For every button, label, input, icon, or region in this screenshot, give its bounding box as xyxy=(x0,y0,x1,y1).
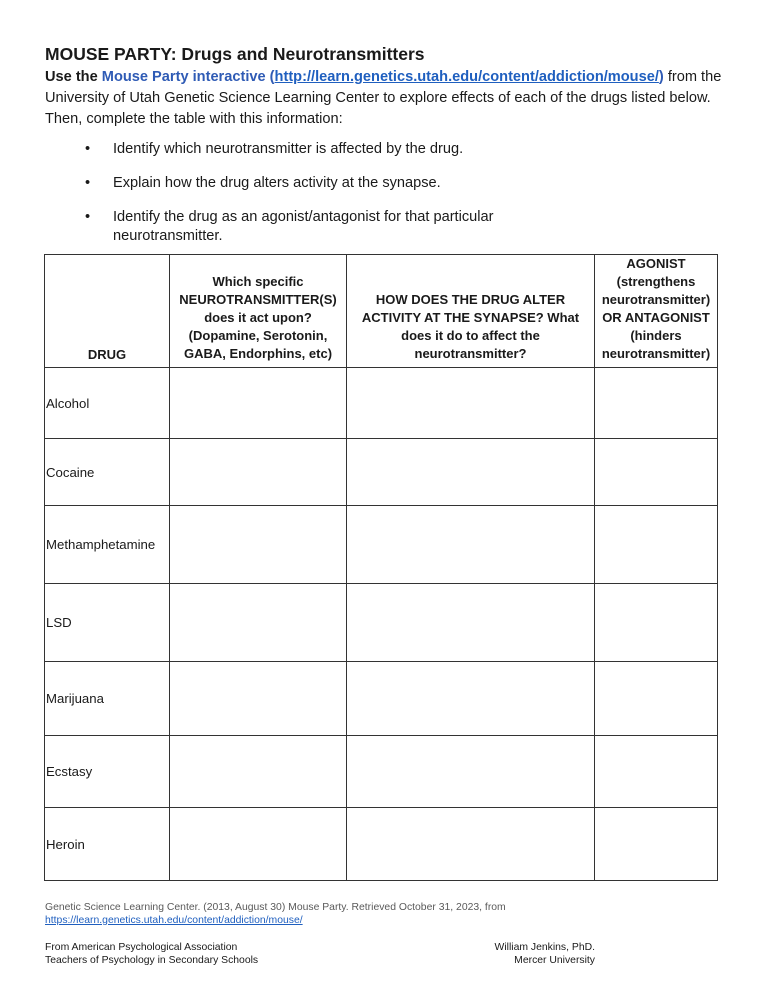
table-row xyxy=(45,506,718,584)
synapse-effect-cell[interactable] xyxy=(347,368,595,439)
table-row xyxy=(45,736,718,808)
instruction-text: Identify which neurotransmitter is affected by the drug. xyxy=(113,141,464,157)
instruction-text: Explain how the drug alters activity at the synapse. xyxy=(113,175,441,191)
instruction-list xyxy=(85,140,505,261)
synapse-effect-cell[interactable] xyxy=(347,662,595,736)
header-drug: DRUG xyxy=(45,255,170,368)
drug-name-cocaine: Cocaine xyxy=(45,439,170,506)
footer-right xyxy=(495,942,595,968)
intro-rest: from the University of Utah Genetic Science Learning Center to explore effects of each of the drugs listed below. Then, complete the table with this information: xyxy=(45,69,722,127)
footer-author: William Jenkins, PhD. xyxy=(494,942,595,953)
header-agonist-antagonist: AGONIST (strengthens neurotransmitter) OR ANTAGONIST (hinders neurotransmitter) xyxy=(595,255,718,368)
intro-interactive-name: Mouse Party interactive xyxy=(101,69,266,85)
table-row xyxy=(45,584,718,662)
header-synapse-effect: HOW DOES THE DRUG ALTER ACTIVITY AT THE SYNAPSE? What does it do to affect the neurotransmitter? xyxy=(347,255,595,368)
table-row xyxy=(45,662,718,736)
instruction-text: Identify the drug as an agonist/antagonist for that particular neurotransmitter. xyxy=(113,209,494,244)
neurotransmitter-cell[interactable] xyxy=(170,808,347,881)
neurotransmitter-cell[interactable] xyxy=(170,506,347,584)
intro-paragraph xyxy=(45,67,725,130)
citation-text: Genetic Science Learning Center. (2013, August 30) Mouse Party. Retrieved October 31, 2023, from xyxy=(45,902,506,913)
table-row xyxy=(45,808,718,881)
instruction-item xyxy=(85,174,505,193)
footer-org-sub: Teachers of Psychology in Secondary Schools xyxy=(45,954,259,966)
neurotransmitter-cell[interactable] xyxy=(170,584,347,662)
citation xyxy=(45,902,605,927)
neurotransmitter-cell[interactable] xyxy=(170,368,347,439)
synapse-effect-cell[interactable] xyxy=(347,584,595,662)
instruction-item xyxy=(85,140,505,159)
header-neurotransmitter: Which specific NEUROTRANSMITTER(S) does it act upon? (Dopamine, Serotonin, GABA, Endorphins, etc) xyxy=(170,255,347,368)
intro-use-the: Use the xyxy=(45,69,102,85)
synapse-effect-cell[interactable] xyxy=(347,808,595,881)
synapse-effect-cell[interactable] xyxy=(347,439,595,506)
intro-open-paren: ( xyxy=(265,69,275,85)
table-row xyxy=(45,368,718,439)
footer-institution: Mercer University xyxy=(514,954,595,966)
synapse-effect-cell[interactable] xyxy=(347,506,595,584)
bullet-glyph: • xyxy=(85,209,91,225)
table-row xyxy=(45,439,718,506)
drug-name-methamphetamine: Methamphetamine xyxy=(45,506,170,584)
agonist-antagonist-cell[interactable] xyxy=(595,736,718,808)
neurotransmitter-cell[interactable] xyxy=(170,736,347,808)
bullet-glyph: • xyxy=(85,175,91,191)
synapse-effect-cell[interactable] xyxy=(347,736,595,808)
drug-name-ecstasy: Ecstasy xyxy=(45,736,170,808)
intro-close-paren: ) xyxy=(658,69,664,85)
citation-link[interactable]: https://learn.genetics.utah.edu/content/addiction/mouse/ xyxy=(45,914,303,926)
page-title: MOUSE PARTY: Drugs and Neurotransmitters xyxy=(45,44,425,64)
drug-name-heroin: Heroin xyxy=(45,808,170,881)
instruction-item xyxy=(85,208,505,246)
neurotransmitter-cell[interactable] xyxy=(170,662,347,736)
drug-name-lsd: LSD xyxy=(45,584,170,662)
mouse-party-link[interactable]: http://learn.genetics.utah.edu/content/addiction/mouse/ xyxy=(274,69,659,85)
footer-org: From American Psychological Association xyxy=(45,942,238,953)
footer-left xyxy=(45,942,258,968)
drug-name-alcohol: Alcohol xyxy=(45,368,170,439)
neurotransmitter-cell[interactable] xyxy=(170,439,347,506)
agonist-antagonist-cell[interactable] xyxy=(595,506,718,584)
drug-table xyxy=(44,254,718,881)
agonist-antagonist-cell[interactable] xyxy=(595,808,718,881)
drug-name-marijuana: Marijuana xyxy=(45,662,170,736)
agonist-antagonist-cell[interactable] xyxy=(595,662,718,736)
agonist-antagonist-cell[interactable] xyxy=(595,584,718,662)
agonist-antagonist-cell[interactable] xyxy=(595,439,718,506)
bullet-glyph: • xyxy=(85,141,91,157)
agonist-antagonist-cell[interactable] xyxy=(595,368,718,439)
table-header-row xyxy=(45,255,718,368)
